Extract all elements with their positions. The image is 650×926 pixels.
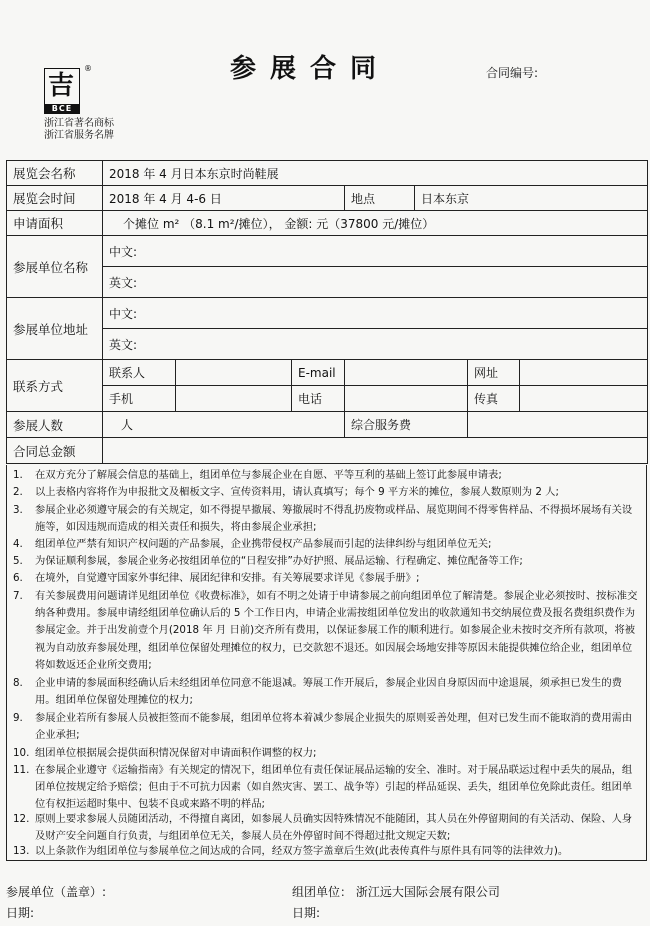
exhibitor-name-cn-field[interactable]: 中文: <box>103 236 648 267</box>
exhibition-name-label: 展览会名称 <box>7 161 103 186</box>
fax-label: 传真 <box>468 386 520 412</box>
service-fee-field[interactable] <box>468 412 648 438</box>
exhibition-name-value: 2018 年 4 月日本东京时尚鞋展 <box>103 161 648 186</box>
email-field[interactable] <box>345 360 468 386</box>
exhibition-time-value: 2018 年 4 月 4-6 日 <box>103 186 345 211</box>
term-item: 11. 在参展企业遵守《运输指南》有关规定的情况下，组团单位有责任保证展品运输的安全、准时。对于展品联运过程中丢失的展品，组团单位按规定给予赔偿；但由于不可抗力因素（如自然灾害、罢工、战争等）引起的样品延误、丢失，组团单位免除此责任。组团单位有权拒运超时集中、包装不良或来路不明的样品; <box>13 764 633 811</box>
term-item: 8. 企业申请的参展面积经确认后未经组团单位同意不能退减。筹展工作开展后，参展企业因自身原因而中途退展，须承担已发生的费用。组团单位保留处理摊位的权力; <box>13 677 622 707</box>
application-area-label: 申请面积 <box>7 211 103 236</box>
page-title: 参展合同 <box>230 54 391 84</box>
term-item: 3. 参展企业必须遵守展会的有关规定，如不得提早撤展、筹撤展时不得乱扔废物或样品、展览期间不得零售样品、不得损坏展场有关设施等，如因违规而造成的相关责任和损失，将由参展企业承担; <box>13 504 633 534</box>
logo-icon: 吉 <box>48 71 75 101</box>
logo-caption-famous-brand: 浙江省著名商标 <box>44 118 114 129</box>
term-item: 13. 以上条款作为组团单位与参展单位之间达成的合同，经双方签字盖章后生效(此表传真件与原件具有同等的法律效力)。 <box>13 845 569 857</box>
total-amount-label: 合同总金额 <box>7 438 103 464</box>
exhibitor-address-label: 参展单位地址 <box>7 298 103 360</box>
application-area-field[interactable]: 个摊位 m² （8.1 m²/摊位）， 金额: 元（37800 元/摊位） <box>103 211 648 236</box>
exhibitor-seal-label: 参展单位（盖章）: <box>6 885 107 899</box>
term-item: 9. 参展企业若所有参展人员被拒签而不能参展，组团单位将本着减少参展企业损失的原则妥善处理，但对已发生而不能取消的费用需由企业承担; <box>13 712 633 742</box>
mobile-label: 手机 <box>103 386 176 412</box>
exhibition-time-label: 展览会时间 <box>7 186 103 211</box>
exhibitor-address-cn-field[interactable]: 中文: <box>103 298 648 329</box>
website-field[interactable] <box>520 360 648 386</box>
contact-person-label: 联系人 <box>103 360 176 386</box>
term-item: 2. 以上表格内容将作为申报批文及楣板文字、宣传资料用，请认真填写；每个 9 平方米的摊位，参展人数原则为 2 人; <box>13 486 559 498</box>
website-label: 网址 <box>468 360 520 386</box>
location-value: 日本东京 <box>415 186 648 211</box>
contract-number-label: 合同编号: <box>486 66 539 80</box>
term-item: 12. 原则上要求参展人员随团活动，不得擅自离团，如参展人员确实因特殊情况不能随团，其人员在外停留期间的有关活动、保险、人身及财产安全问题自行负责，与组团单位无关，参展人员在外停留时间不得超过批文规定天数; <box>13 813 633 843</box>
logo-text: BCE <box>44 104 80 114</box>
total-amount-field[interactable] <box>103 438 648 464</box>
phone-field[interactable] <box>345 386 468 412</box>
contact-person-field[interactable] <box>176 360 292 386</box>
participants-label: 参展人数 <box>7 412 103 438</box>
logo-caption-service-brand: 浙江省服务名牌 <box>44 130 114 141</box>
contact-label: 联系方式 <box>7 360 103 412</box>
service-fee-label: 综合服务费 <box>345 412 468 438</box>
participants-field[interactable]: 人 <box>103 412 345 438</box>
term-item: 6. 在境外，自觉遵守国家外事纪律、展团纪律和安排。有关筹展要求详见《参展手册》; <box>13 572 420 584</box>
term-item: 10. 组团单位根据展会提供面积情况保留对申请面积作调整的权力; <box>13 747 317 759</box>
exhibitor-address-en-field[interactable]: 英文: <box>103 329 648 360</box>
terms-section <box>6 465 647 861</box>
email-label: E-mail <box>292 360 345 386</box>
date-label-left: 日期: <box>6 906 35 920</box>
date-label-right: 日期: <box>292 906 321 920</box>
phone-label: 电话 <box>292 386 345 412</box>
term-item: 7. 有关参展费用问题请详见组团单位《收费标准》，如有不明之处请于申请参展之前向组团单位了解清楚。参展企业必须按时、按标准交纳各种费用。参展申请经组团单位确认后的 5 个工作日内，申请企业需按组团单位发出的收款通知书交纳展位费及报名费组织费作为参展定金。并于出发前壹个月(2018 年 月 日前)交齐所有费用，以保证参展工作的顺利进行。如参展企业未按时交齐所有款项，将被视为自动放弃参展处理，组团单位保留处理摊位的权力，已交款恕不退还。如因展会场地安排等原因未能提供摊位给企业，组团单位将如数返还企业所交费用; <box>13 590 638 671</box>
term-item: 5. 为保证顺利参展，参展企业务必按组团单位的“日程安排”办好护照、展品运输、行程确定、摊位配备等工作; <box>13 555 523 567</box>
fax-field[interactable] <box>520 386 648 412</box>
exhibitor-name-en-field[interactable]: 英文: <box>103 267 648 298</box>
organizer-label: 组团单位： 浙江远大国际会展有限公司 <box>292 885 500 899</box>
mobile-field[interactable] <box>176 386 292 412</box>
location-label: 地点 <box>345 186 415 211</box>
exhibitor-name-label: 参展单位名称 <box>7 236 103 298</box>
term-item: 4. 组团单位严禁有知识产权问题的产品参展，企业携带侵权产品参展而引起的法律纠纷与组团单位无关; <box>13 538 492 550</box>
term-item: 1. 在双方充分了解展会信息的基础上，组团单位与参展企业在自愿、平等互利的基础上签订此参展申请表; <box>13 469 502 481</box>
application-table <box>6 160 648 464</box>
registered-mark: ® <box>84 64 92 73</box>
